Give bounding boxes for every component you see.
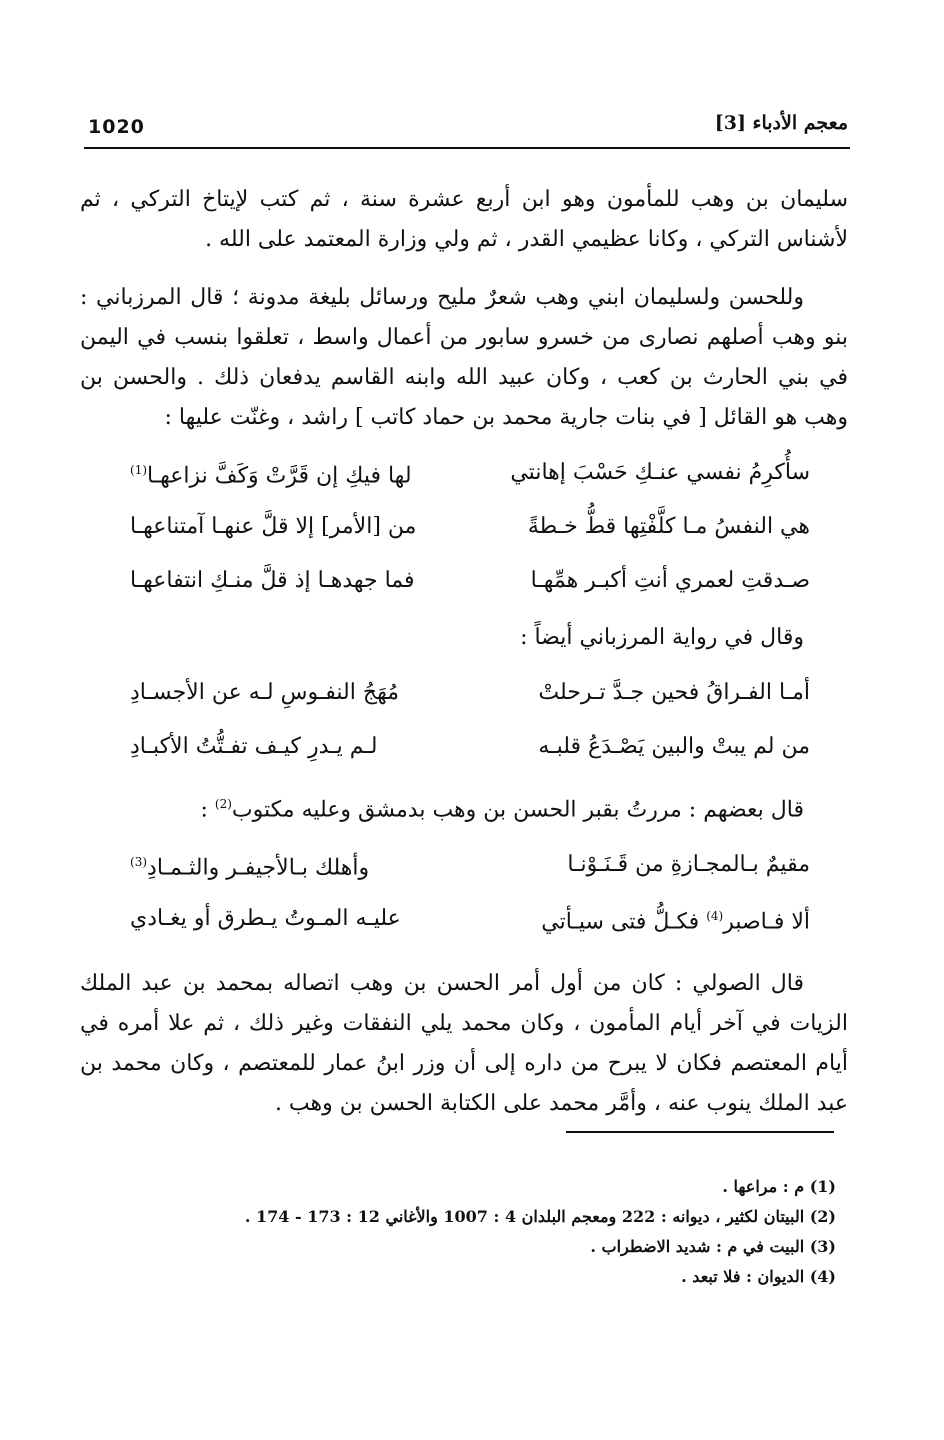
verse-hemistich-right: هي النفسُ مـا كلَّفْتِها قطُّ خـطةً — [527, 514, 810, 539]
footnotes — [96, 1172, 836, 1292]
paragraph-3: قال الصولي : كان من أول أمر الحسن بن وهب اتصاله بمحمد بن عبد الملك الزيات في آخر أيام المأمون ، وكان محمد يلي النفقات وغير ذلك ، ثم علا أمره في أيام المعتصم فكان لا يبرح من داره إلى أن وزر ابنُ عمار للمعتصم ، وكان محمد بن عبد الملك ينوب عنه ، وأمَّر محمد على الكتابة الحسن بن وهب . — [80, 971, 848, 1117]
footnote-ref: (4) — [706, 909, 724, 924]
page-number: 1020 — [88, 116, 145, 138]
header-rule — [84, 147, 850, 149]
poem-3 — [80, 838, 848, 946]
main-text — [80, 180, 848, 1124]
footnote-ref: (2) — [214, 797, 232, 811]
verse-hemistich-right: من لم يبتْ والبين يَصْـدَعُ قلبـه — [538, 734, 810, 759]
verse-line — [130, 446, 810, 500]
lead-line-3: قال بعضهم : مررتُ بقبر الحسن بن وهب بدمشق وعليه مكتوب$^{(2)}$ : — [200, 797, 804, 823]
verse-line — [130, 892, 810, 946]
verse-hemistich-left: عليـه المـوتُ يـطرق أو يغـادي — [130, 906, 401, 932]
lead-line-2: وقال في رواية المرزباني أيضاً : — [520, 625, 804, 650]
verse-hemistich-right: مقيمٌ بـالمجـازةِ من قَـنَـوْنـا — [567, 852, 810, 878]
paragraph-1: سليمان بن وهب للمأمون وهو ابن أربع عشرة سنة ، ثم كتب لإيتاخ التركي ، ثم لأشناس التركي ، وكانا عظيمي القدر ، ثم ولي وزارة المعتمد على الله . — [80, 187, 848, 252]
footnote-ref: (1) — [130, 462, 148, 477]
poem-1 — [80, 446, 848, 608]
verse-hemistich-right: صـدقتِ لعمري أنتِ أكبـر همِّهـا — [530, 568, 810, 593]
verse-hemistich-left: مُهَجُ النفـوسِ لـه عن الأجسـادِ — [130, 680, 399, 705]
verse-line — [130, 666, 810, 720]
verse-line — [130, 720, 810, 774]
verse-hemistich-left: فما جهدهـا إذ قلَّ منـكِ انتفاعهـا — [130, 568, 415, 593]
verse-hemistich-left: لـم يـدرِ كيـف تفـتُّتُ الأكبـادِ — [130, 734, 378, 759]
paragraph-2: وللحسن ولسليمان ابني وهب شعرٌ مليح ورسائل بليغة مدونة ؛ قال المرزباني : بنو وهب أصلهم نصارى من خسرو سابور من أعمال واسط ، تعلقوا بنسب في اليمن في بني الحارث بن كعب ، وكان عبيد الله وابنه القاسم يدفعان ذلك . والحسن بن وهب هو القائل [ في بنات جارية محمد بن حماد كاتب ] راشد ، وغنّت عليها : — [80, 285, 848, 430]
page-header — [88, 112, 848, 148]
verse-line — [130, 554, 810, 608]
footnote-rule — [566, 1131, 834, 1133]
footnote-4: (4) الديوان : فلا تبعد . — [681, 1267, 836, 1286]
verse-hemistich-right: أمـا الفـراقُ فحين جـدَّ تـرحلتْ — [538, 680, 810, 705]
verse-hemistich-right: سأُكرِمُ نفسي عنـكِ حَسْبَ إهانتي — [510, 460, 810, 485]
verse-hemistich-left: لها فيكِ إن قَرَّتْ وَكَفَّ نزاعهـا$^{(1)}$ — [130, 462, 412, 489]
footnote-2: (2) البيتان لكثير ، ديوانه : 222 ومعجم البلدان 4 : 1007 والأغاني 12 : 173 - 174 . — [244, 1207, 836, 1226]
verse-line — [130, 838, 810, 892]
footnote-ref: (3) — [130, 855, 148, 870]
running-title: معجم الأدباء [3] — [714, 112, 848, 134]
verse-hemistich-right: ألا فـاصبر$^{(4)}$ فكـلُّ فتى سيـأتي — [541, 909, 810, 935]
footnote-3: (3) البيت في م : شديد الاضطراب . — [590, 1237, 836, 1256]
verse-hemistich-left: وأهلك بـالأجيفـر والثـمـادِ$^{(3)}$ — [130, 855, 370, 881]
verse-hemistich-left: من [الأمر] إلا قلَّ عنهـا آمتناعهـا — [130, 514, 417, 539]
footnote-1: (1) م : مراعها . — [722, 1177, 836, 1196]
poem-2 — [80, 666, 848, 774]
verse-line — [130, 500, 810, 554]
